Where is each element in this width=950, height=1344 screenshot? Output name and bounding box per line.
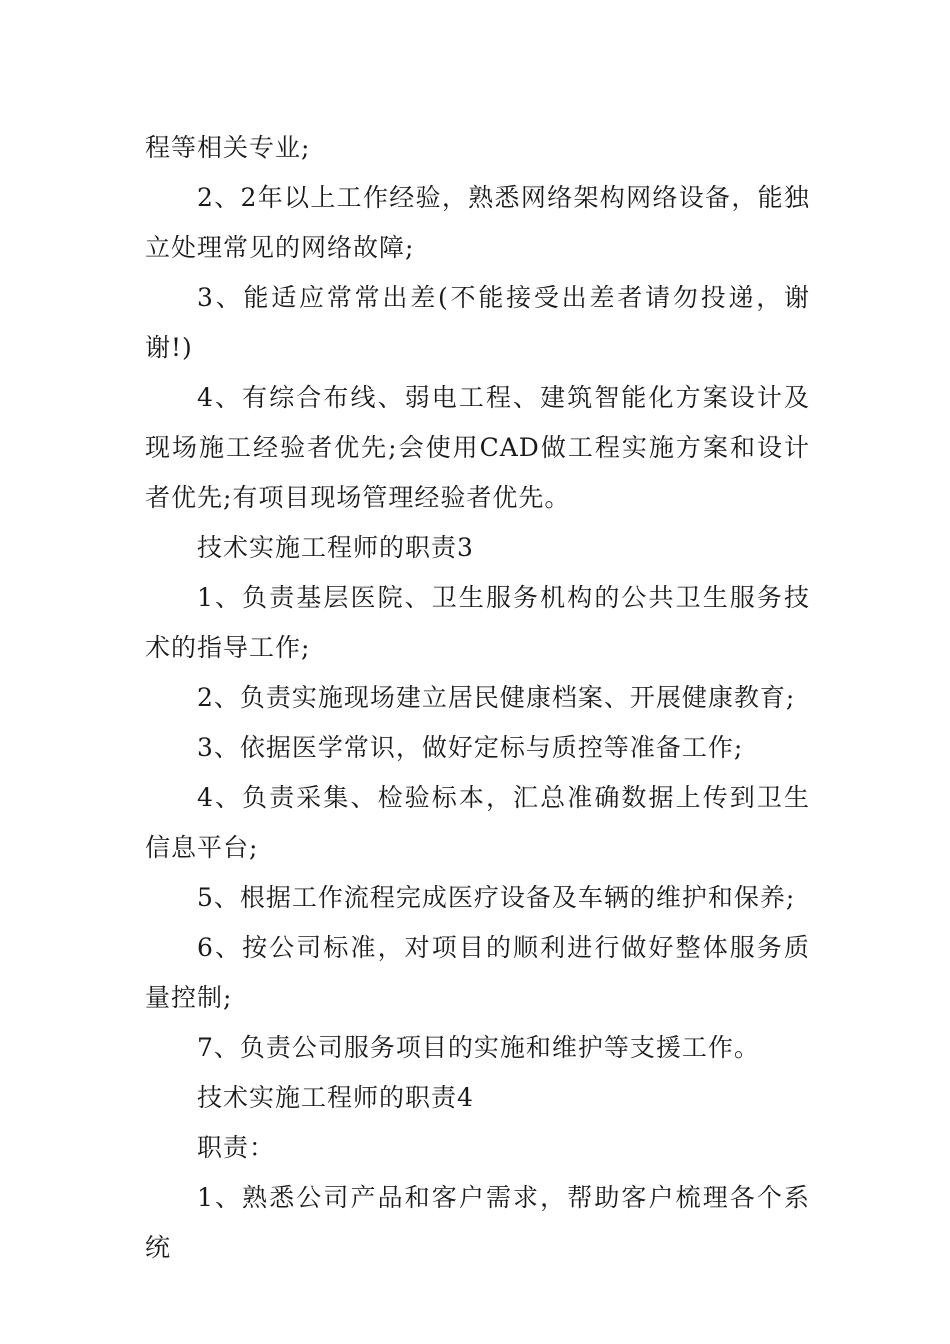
duties-label: 职责： bbox=[197, 1133, 276, 1162]
paragraph-duty-4: 4、负责采集、检验标本，汇总准确数据上传到卫生信息平台; bbox=[145, 783, 810, 862]
paragraph-duty-5: 5、根据工作流程完成医疗设备及车辆的维护和保养; bbox=[197, 883, 796, 912]
paragraph-requirement-2: 2、2年以上工作经验，熟悉网络架构网络设备，能独立处理常见的网络故障; bbox=[145, 183, 810, 262]
paragraph-duty-4-1: 1、熟悉公司产品和客户需求，帮助客户梳理各个系统 bbox=[145, 1183, 810, 1262]
section-heading-4: 技术实施工程师的职责4 bbox=[197, 1083, 474, 1112]
section-heading-3: 技术实施工程师的职责3 bbox=[197, 533, 474, 562]
paragraph-duty-2: 2、负责实施现场建立居民健康档案、开展健康教育; bbox=[197, 683, 796, 712]
paragraph-duty-6: 6、按公司标准，对项目的顺利进行做好整体服务质量控制; bbox=[145, 933, 810, 1012]
paragraph-continuation: 程等相关专业; bbox=[145, 133, 311, 162]
paragraph-requirement-3: 3、能适应常常出差(不能接受出差者请勿投递，谢谢!) bbox=[145, 283, 810, 362]
document-body bbox=[145, 123, 810, 1273]
paragraph-duty-3: 3、依据医学常识，做好定标与质控等准备工作; bbox=[197, 733, 744, 762]
paragraph-duty-7: 7、负责公司服务项目的实施和维护等支援工作。 bbox=[197, 1033, 760, 1062]
paragraph-duty-1: 1、负责基层医院、卫生服务机构的公共卫生服务技术的指导工作; bbox=[145, 583, 810, 662]
paragraph-requirement-4: 4、有综合布线、弱电工程、建筑智能化方案设计及现场施工经验者优先;会使用CAD做工程实施方案和设计者优先;有项目现场管理经验者优先。 bbox=[145, 383, 810, 512]
